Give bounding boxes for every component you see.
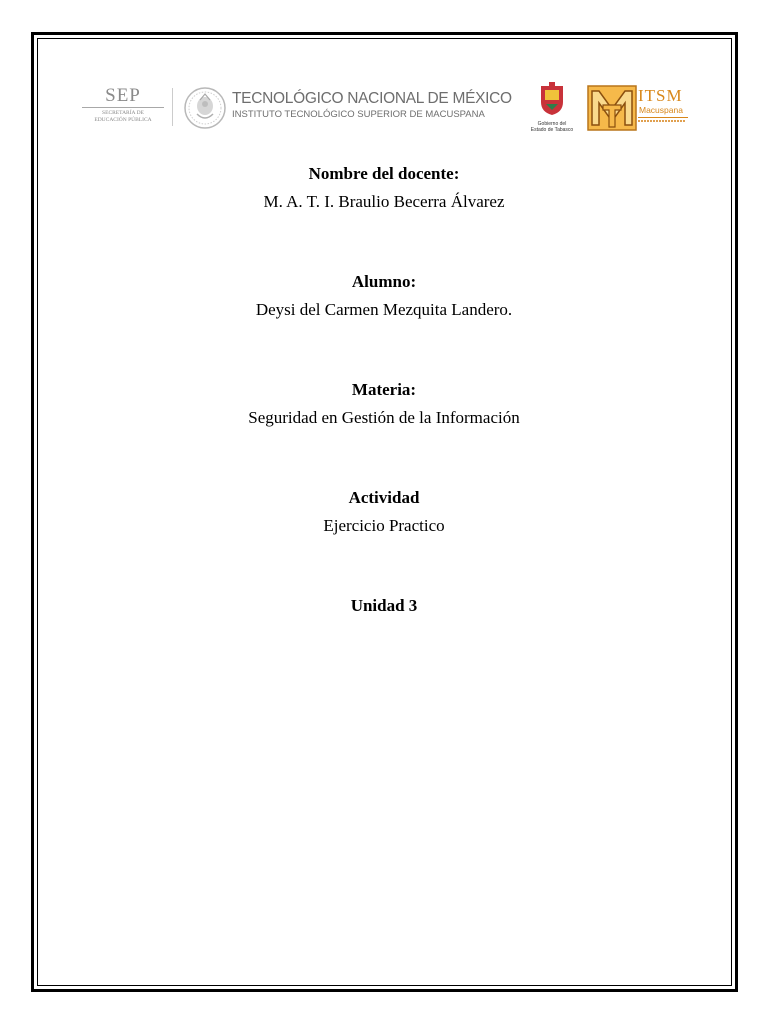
itsm-logo-city: Macuspana (639, 105, 683, 115)
national-seal-icon (184, 82, 226, 134)
itsm-logo-tagline (638, 120, 686, 122)
document-header (0, 0, 768, 150)
activity-name: Ejercicio Practico (323, 516, 445, 535)
sep-logo-rule (82, 107, 164, 108)
section-student (0, 271, 768, 321)
unit-heading: Unidad 3 (350, 596, 418, 615)
tecnm-logo (232, 90, 512, 121)
teacher-name: M. A. T. I. Braulio Becerra Álvarez (263, 192, 505, 211)
section-teacher (0, 163, 768, 213)
student-name: Deysi del Carmen Mezquita Landero. (255, 300, 513, 319)
itsm-mt-emblem-icon (587, 85, 637, 131)
section-activity (0, 487, 768, 537)
activity-heading: Actividad (348, 488, 420, 507)
section-unit (0, 595, 768, 617)
itsm-logo-rule (638, 117, 688, 118)
sep-logo-title: SEP (105, 85, 141, 106)
section-subject (0, 379, 768, 429)
sep-logo (78, 86, 168, 136)
subject-name: Seguridad en Gestión de la Información (248, 408, 520, 427)
subject-heading: Materia: (351, 380, 417, 399)
tabasco-text-2: Estado de Tabasco (530, 127, 574, 133)
itsm-logo (587, 85, 683, 136)
tabasco-logo (528, 82, 576, 133)
sep-logo-subtitle-2: EDUCACIÓN PÚBLICA (94, 116, 152, 123)
student-heading: Alumno: (351, 272, 417, 291)
tabasco-text-1: Gobierno del (537, 121, 567, 127)
teacher-heading: Nombre del docente: (308, 164, 460, 183)
tabasco-shield-icon (537, 82, 567, 116)
logo-divider (172, 88, 173, 126)
tecnm-title: TECNOLÓGICO NACIONAL DE MÉXICO (232, 90, 512, 107)
tecnm-subtitle: INSTITUTO TECNOLÓGICO SUPERIOR DE MACUSPANA (232, 109, 485, 120)
itsm-logo-name: ITSM (638, 86, 683, 105)
sep-logo-subtitle-1: SECRETARÍA DE (102, 110, 144, 116)
